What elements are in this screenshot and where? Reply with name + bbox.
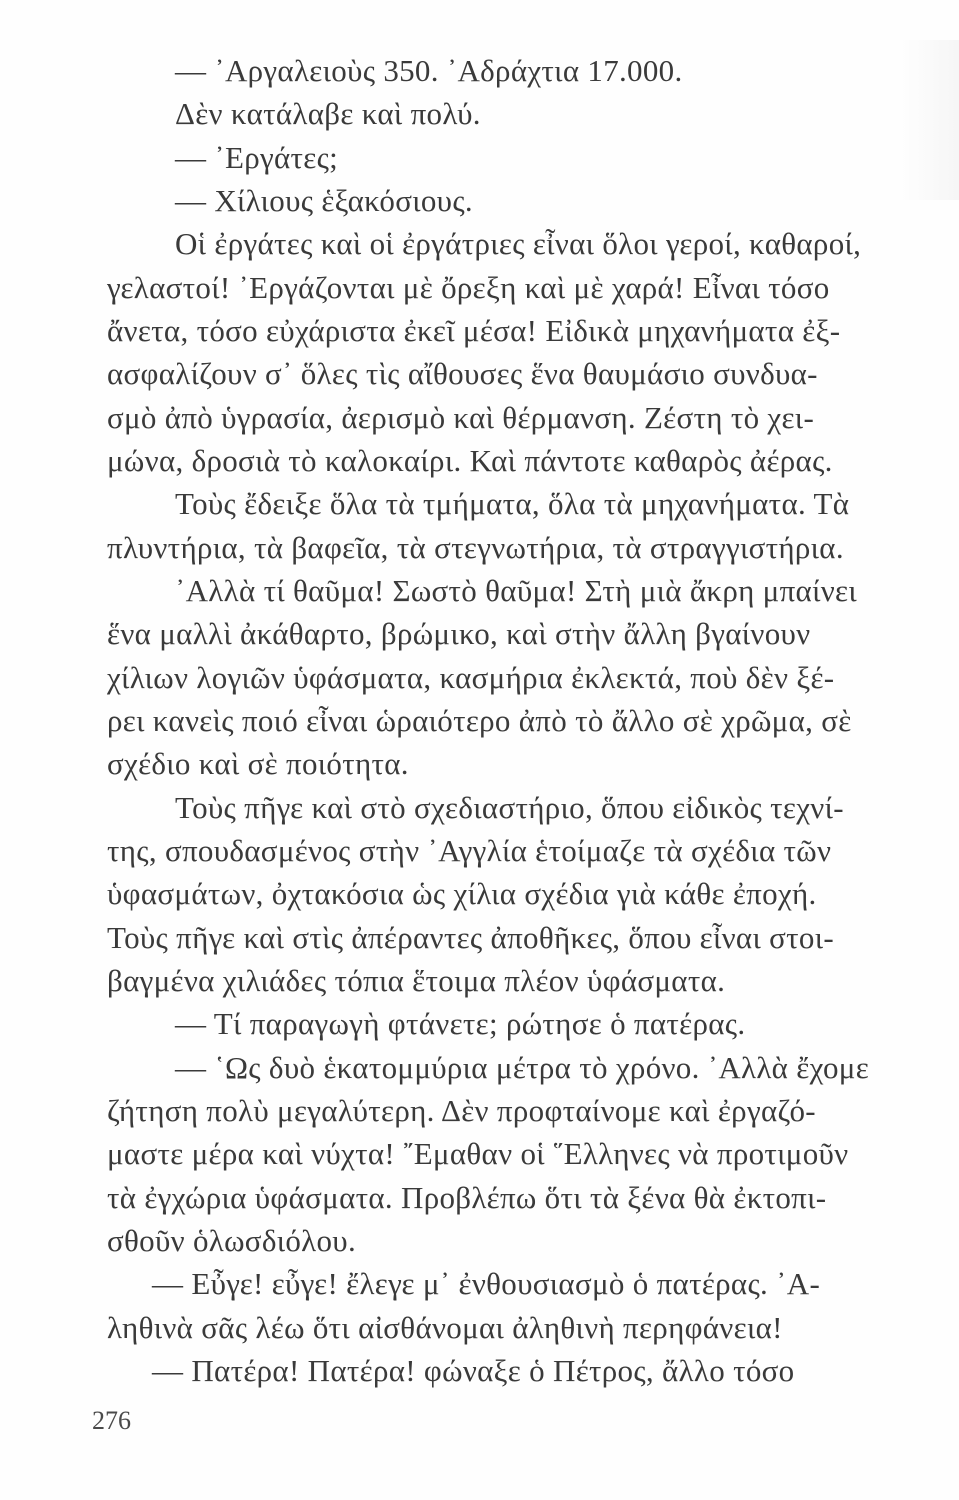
text-line: ληθινὰ σᾶς λέω ὅτι αἰσθάνομαι ἀληθινὴ περηφάνεια! — [107, 1310, 783, 1345]
text-line: σχέδιο καὶ σὲ ποιότητα. — [107, 746, 409, 781]
text-line: Τοὺς πῆγε καὶ στὶς ἀπέραντες ἀποθῆκες, ὅπου εἶναι στοι- — [107, 920, 834, 955]
text-line: ασφαλίζουν σ᾿ ὅλες τὶς αἴθουσες ἕνα θαυμάσιο συνδυα- — [107, 356, 818, 391]
text-line: — ᾿Αργαλειοὺς 350. ᾿Αδράχτια 17.000. — [175, 53, 683, 88]
text-line: ρει κανεὶς ποιό εἶναι ὡραιότερο ἀπὸ τὸ ἄλλο σὲ χρῶμα, σὲ — [107, 703, 852, 738]
text-line: της, σπουδασμένος στὴν ᾿Αγγλία ἑτοίμαζε τὰ σχέδια τῶν — [107, 833, 832, 868]
text-line: βαγμένα χιλιάδες τόπια ἕτοιμα πλέον ὑφάσματα. — [107, 963, 726, 998]
text-line: μώνα, δροσιὰ τὸ καλοκαίρι. Καὶ πάντοτε καθαρὸς ἀέρας. — [107, 443, 833, 478]
text-line: τὰ ἐγχώρια ὑφάσματα. Προβλέπω ὅτι τὰ ξένα θὰ ἐκτοπι- — [107, 1180, 827, 1215]
text-line: ὑφασμάτων, ὀχτακόσια ὡς χίλια σχέδια γιὰ κάθε ἐποχή. — [107, 876, 817, 911]
text-line: σμὸ ἀπὸ ὑγρασία, ἀερισμὸ καὶ θέρμανση. Ζέστη τὸ χει- — [107, 400, 815, 435]
text-line: χίλιων λογιῶν ὑφάσματα, κασμήρια ἐκλεκτά, ποὺ δὲν ξέ- — [107, 660, 835, 695]
page-number: 276 — [92, 1406, 131, 1435]
text-line: ζήτηση πολὺ μεγαλύτερη. Δὲν προφταίνομε καὶ ἐργαζό- — [107, 1093, 816, 1128]
text-line: — Τί παραγωγὴ φτάνετε; ρώτησε ὁ πατέρας. — [175, 1006, 746, 1041]
text-line: γελαστοί! ᾿Εργάζονται μὲ ὄρεξη καὶ μὲ χαρά! Εἶναι τόσο — [107, 270, 830, 305]
text-line: Δὲν κατάλαβε καὶ πολύ. — [175, 96, 481, 131]
text-line: — ᾿Εργάτες; — [175, 140, 339, 175]
text-line: — Χίλιους ἑξακόσιους. — [175, 183, 473, 218]
text-line: μαστε μέρα καὶ νύχτα! ῎Εμαθαν οἱ ῞Ελληνες νὰ προτιμοῦν — [107, 1136, 849, 1171]
text-line: ἄνετα, τόσο εὐχάριστα ἐκεῖ μέσα! Εἰδικὰ μηχανήματα ἐξ- — [107, 313, 841, 348]
text-line: Τοὺς πῆγε καὶ στὸ σχεδιαστήριο, ὅπου εἰδικὸς τεχνί- — [175, 790, 844, 825]
text-line: Τοὺς ἔδειξε ὅλα τὰ τμήματα, ὅλα τὰ μηχανήματα. Τὰ — [175, 486, 850, 521]
text-line: — ῾Ως δυὸ ἑκατομμύρια μέτρα τὸ χρόνο. ᾿Αλλὰ ἔχομε — [175, 1050, 870, 1085]
text-line: — Πατέρα! Πατέρα! φώναξε ὁ Πέτρος, ἄλλο τόσο — [152, 1353, 795, 1388]
page-edge-shadow — [899, 40, 959, 200]
text-line: ἕνα μαλλὶ ἀκάθαρτο, βρώμικο, καὶ στὴν ἄλλη βγαίνουν — [107, 616, 811, 651]
text-line: πλυντήρια, τὰ βαφεῖα, τὰ στεγνωτήρια, τὰ στραγγιστήρια. — [107, 530, 844, 565]
text-line: Οἱ ἐργάτες καὶ οἱ ἐργάτριες εἶναι ὅλοι γεροί, καθαροί, — [175, 226, 862, 261]
text-line: — Εὖγε! εὖγε! ἔλεγε μ᾿ ἐνθουσιασμὸ ὁ πατέρας. ᾿Α- — [152, 1266, 821, 1301]
text-line: ᾿Αλλὰ τί θαῦμα! Σωστὸ θαῦμα! Στὴ μιὰ ἄκρη μπαίνει — [175, 573, 858, 608]
text-line: σθοῦν ὁλωσδιόλου. — [107, 1223, 356, 1258]
